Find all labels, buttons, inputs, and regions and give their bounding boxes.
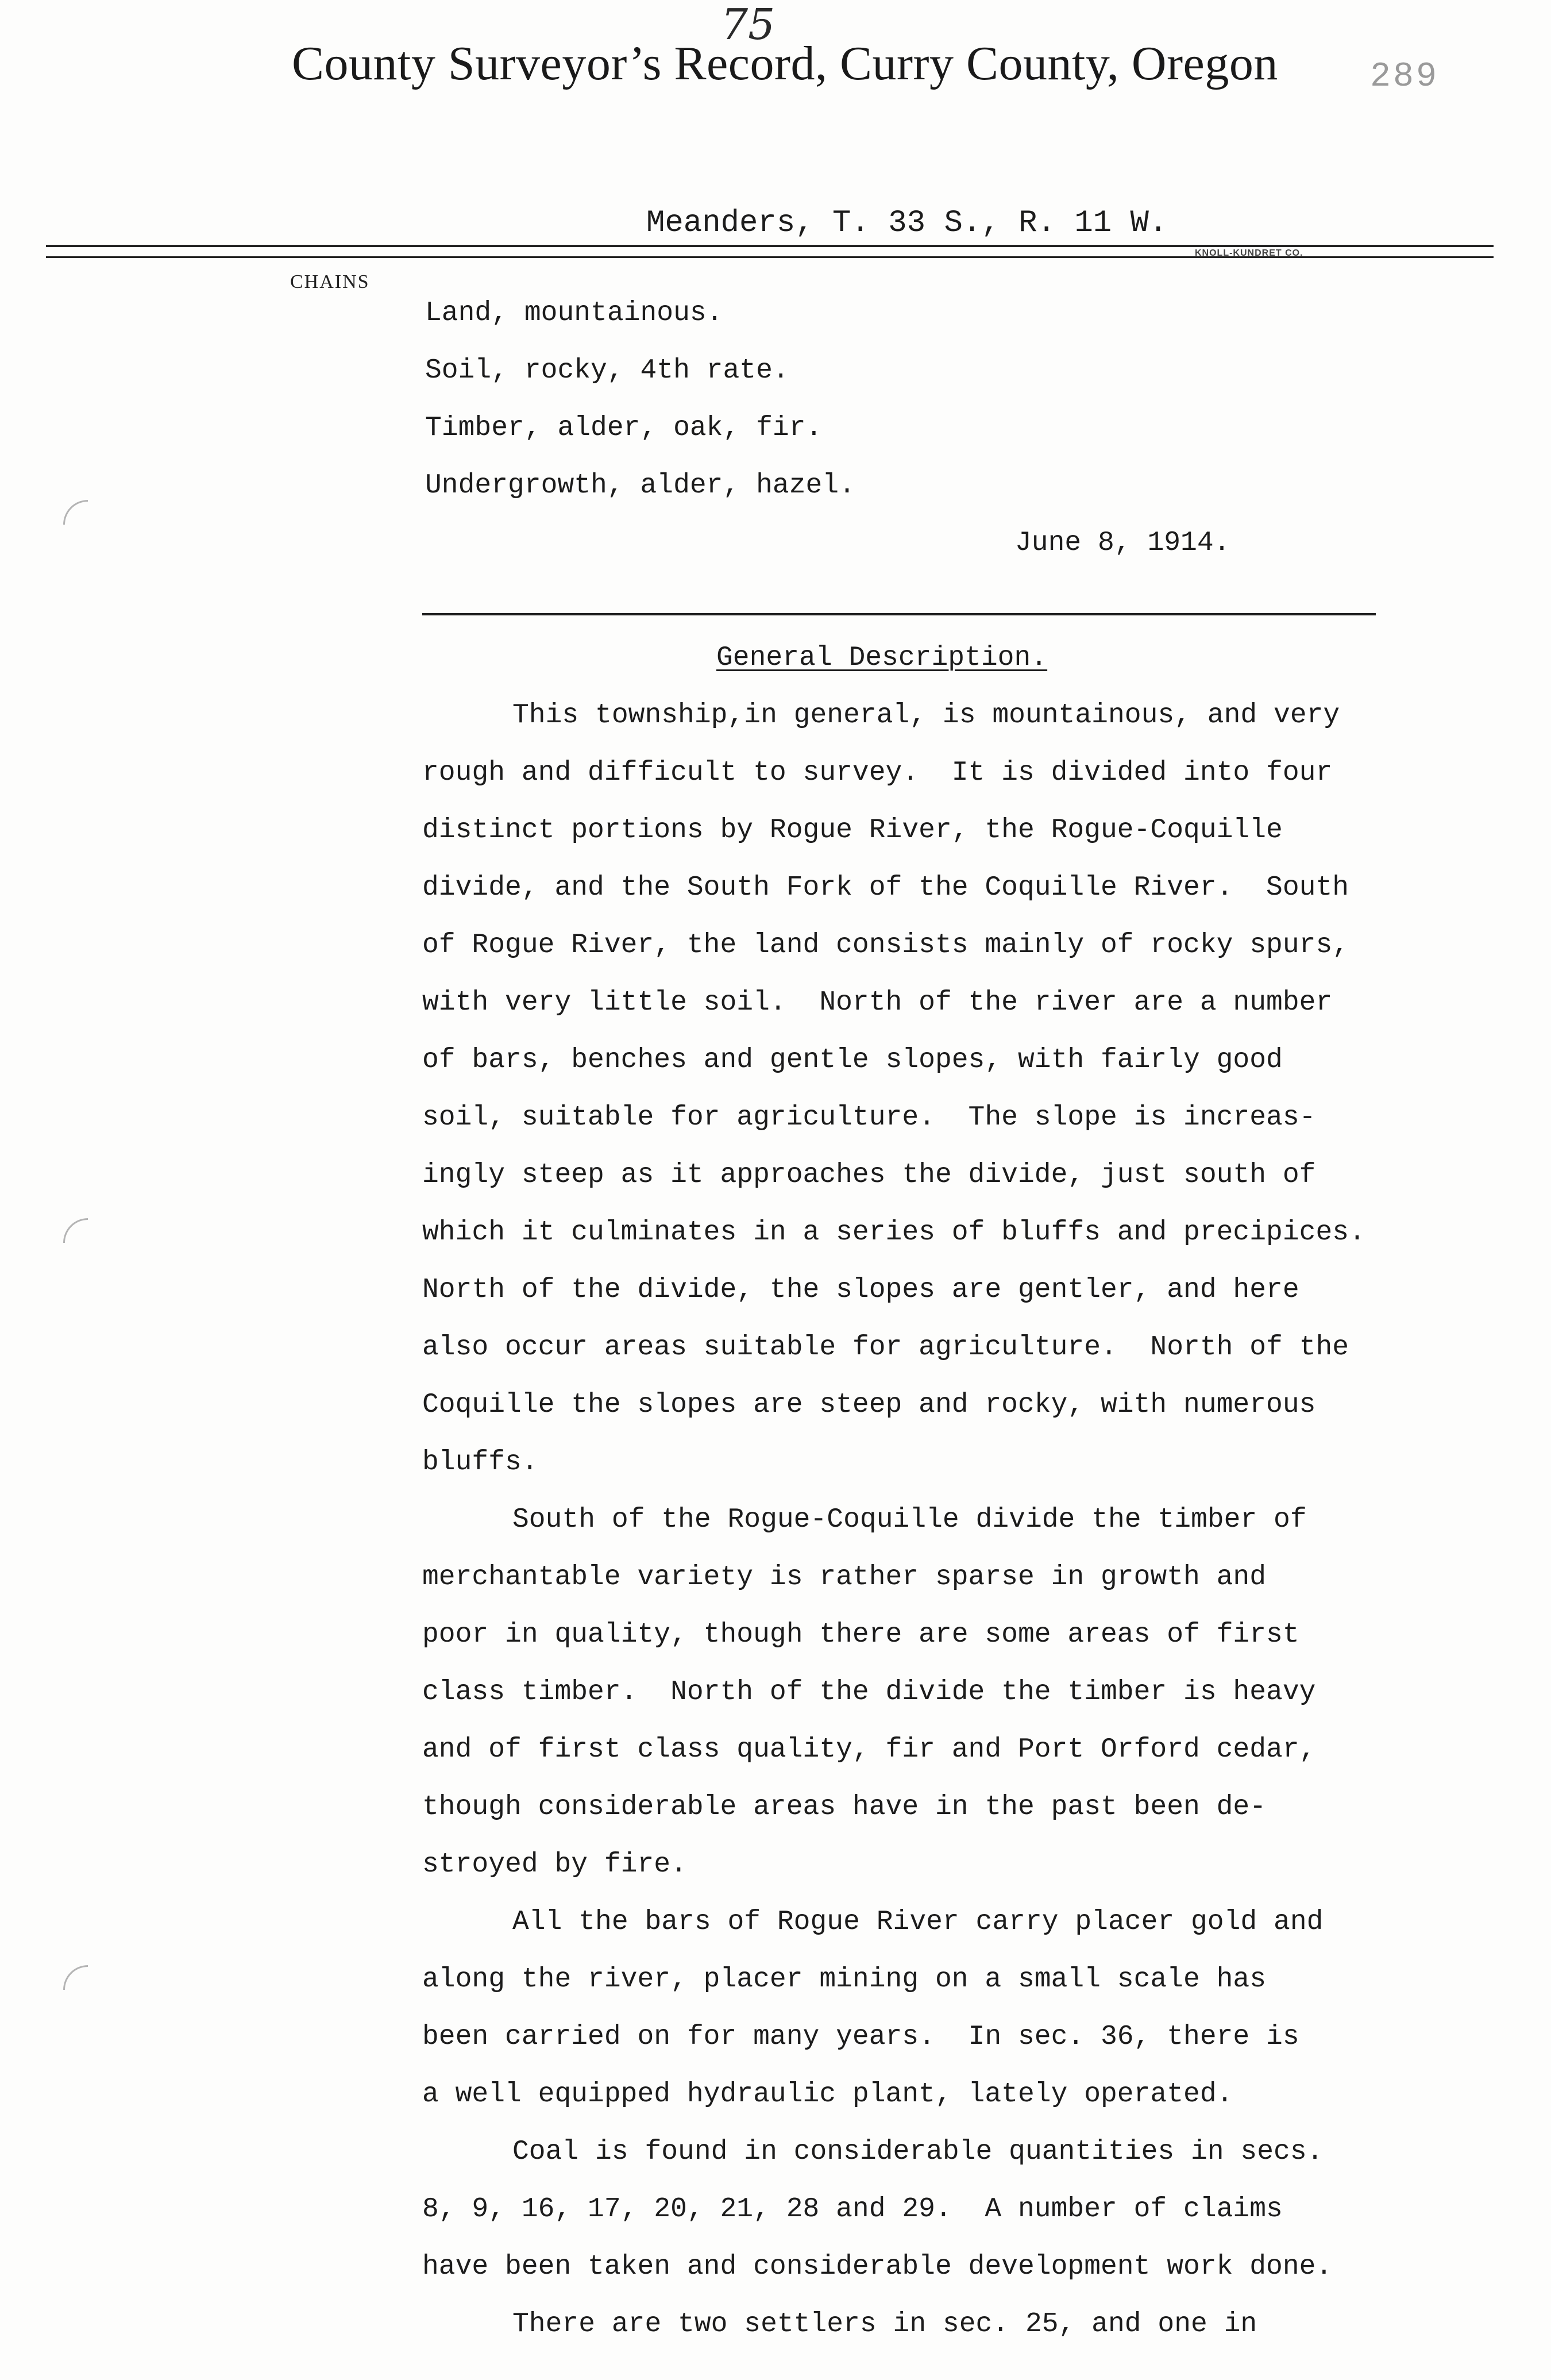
body-line: have been taken and considerable development work done. bbox=[422, 2251, 1333, 2282]
body-line: This township,in general, is mountainous, and very bbox=[512, 700, 1340, 731]
body-line: which it culminates in a series of bluffs and precipices. bbox=[422, 1217, 1365, 1248]
header-rule-top bbox=[46, 245, 1494, 247]
body-line: class timber. North of the divide the timber is heavy bbox=[422, 1677, 1316, 1708]
section-heading: General Description. bbox=[716, 642, 1048, 673]
binder-hole-mark bbox=[63, 1218, 88, 1243]
body-line: stroyed by fire. bbox=[422, 1849, 687, 1880]
body-line: with very little soil. North of the river are a number bbox=[422, 987, 1333, 1018]
body-line: There are two settlers in sec. 25, and one in bbox=[512, 2309, 1257, 2340]
body-line: distinct portions by Rogue River, the Rogue-Coquille bbox=[422, 815, 1283, 846]
detail-land: Land, mountainous. bbox=[425, 298, 723, 329]
page-stamp-number: 289 bbox=[1370, 57, 1440, 97]
survey-date: June 8, 1914. bbox=[1015, 527, 1230, 559]
body-line: bluffs. bbox=[422, 1447, 538, 1478]
body-line: rough and difficult to survey. It is divided into four bbox=[422, 757, 1333, 788]
body-line: Coal is found in considerable quantities in secs. bbox=[512, 2136, 1324, 2167]
body-line: 8, 9, 16, 17, 20, 21, 28 and 29. A number of claims bbox=[422, 2194, 1283, 2225]
body-line: All the bars of Rogue River carry placer gold and bbox=[512, 1907, 1324, 1938]
detail-timber: Timber, alder, oak, fir. bbox=[425, 413, 823, 444]
printer-imprint: KNOLL-KUNDRET CO. bbox=[1195, 248, 1303, 258]
body-line: ingly steep as it approaches the divide, just south of bbox=[422, 1160, 1316, 1191]
body-line: a well equipped hydraulic plant, lately operated. bbox=[422, 2079, 1233, 2110]
body-line: poor in quality, though there are some areas of first bbox=[422, 1619, 1299, 1650]
body-line: though considerable areas have in the past been de- bbox=[422, 1792, 1267, 1823]
body-line: divide, and the South Fork of the Coquille River. South bbox=[422, 872, 1349, 903]
section-divider bbox=[422, 613, 1376, 615]
body-line: and of first class quality, fir and Port Orford cedar, bbox=[422, 1734, 1316, 1765]
meanders-heading: Meanders, T. 33 S., R. 11 W. bbox=[646, 206, 1168, 241]
binder-hole-mark bbox=[63, 1965, 88, 1990]
body-line: been carried on for many years. In sec. 36, there is bbox=[422, 2021, 1299, 2052]
body-line: South of the Rogue-Coquille divide the timber of bbox=[512, 1504, 1307, 1535]
page-title: County Surveyor’s Record, Curry County, Oregon bbox=[292, 37, 1278, 90]
body-line: of Rogue River, the land consists mainly of rocky spurs, bbox=[422, 930, 1349, 961]
body-line: soil, suitable for agriculture. The slope is increas- bbox=[422, 1102, 1316, 1133]
body-line: merchantable variety is rather sparse in growth and bbox=[422, 1562, 1267, 1593]
body-line: Coquille the slopes are steep and rocky, with numerous bbox=[422, 1389, 1316, 1420]
body-line: North of the divide, the slopes are gentler, and here bbox=[422, 1274, 1299, 1305]
handwritten-page-number: 75 bbox=[721, 0, 776, 49]
header-rule-bottom bbox=[46, 256, 1494, 258]
body-line: along the river, placer mining on a small scale has bbox=[422, 1964, 1267, 1995]
body-line: of bars, benches and gentle slopes, with fairly good bbox=[422, 1045, 1283, 1076]
detail-soil: Soil, rocky, 4th rate. bbox=[425, 355, 789, 386]
body-line: also occur areas suitable for agriculture. North of the bbox=[422, 1332, 1349, 1363]
chains-column-label: CHAINS bbox=[290, 271, 370, 292]
detail-undergrowth: Undergrowth, alder, hazel. bbox=[425, 470, 855, 501]
binder-hole-mark bbox=[63, 500, 88, 525]
